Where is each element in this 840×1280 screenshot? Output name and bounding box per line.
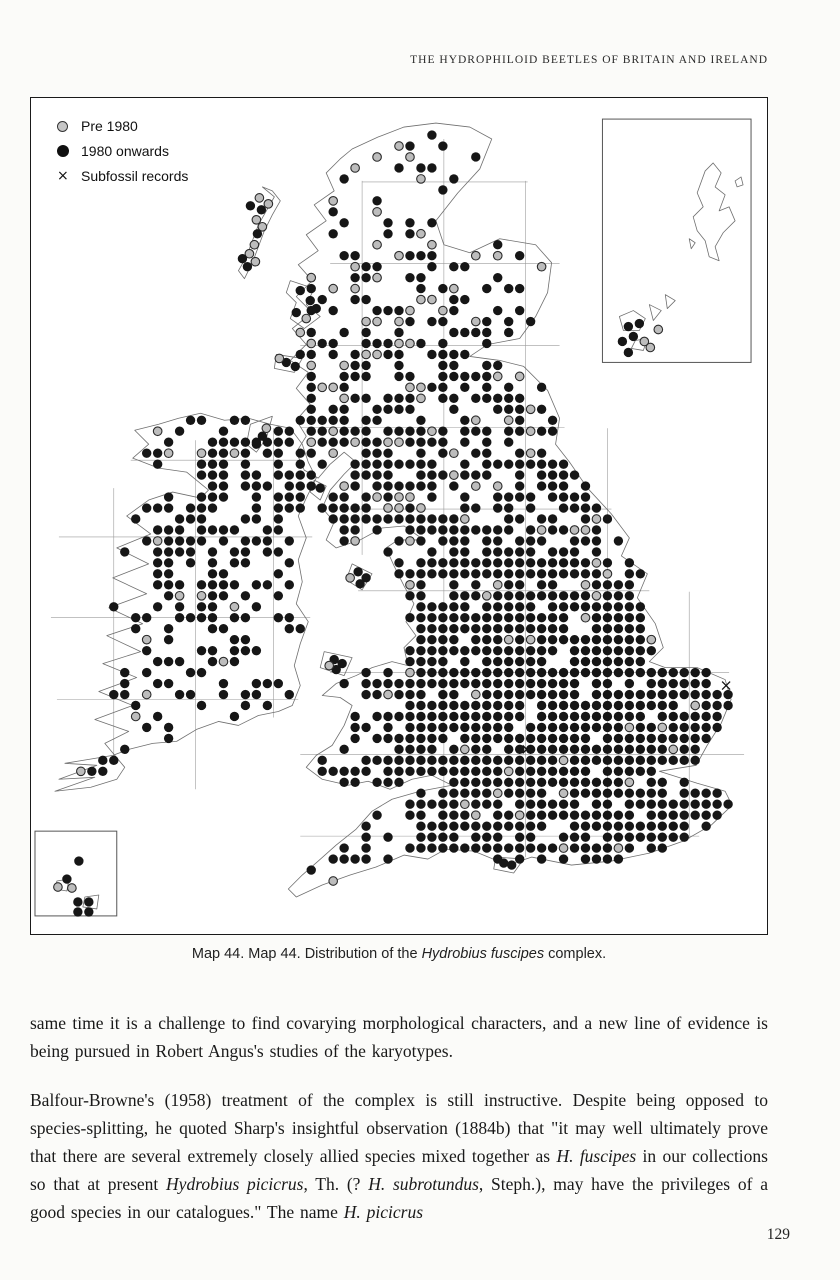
distribution-map <box>31 98 767 934</box>
map-figure-panel <box>30 97 768 935</box>
page-number: 129 <box>766 1226 790 1243</box>
legend-item-pre-1980 <box>57 118 188 134</box>
figure-caption: Map 44. Map 44. Distribution of the Hydrobius fuscipes complex. <box>191 946 607 962</box>
open-circle-icon <box>57 121 81 132</box>
legend-item-1980-onwards <box>57 143 188 159</box>
paragraph: same time it is a challenge to find covarying morphological characters, and a new line of evidence is being pursued in Robert Angus's studies of the karyotypes. <box>30 1013 768 1061</box>
filled-circle-icon <box>57 145 81 157</box>
legend-item-subfossil <box>57 168 188 184</box>
body-text <box>30 1009 768 1226</box>
running-header: THE HYDROPHILOID BEETLES OF BRITAIN AND IRELAND <box>410 54 768 66</box>
legend-label: Subfossil records <box>81 168 189 184</box>
coastline-ireland <box>55 413 316 791</box>
x-mark-icon: × <box>57 168 69 184</box>
map-legend <box>57 118 188 184</box>
legend-label: Pre 1980 <box>81 118 138 134</box>
paragraph: Balfour-Browne's (1958) treatment of the complex is still instructive. Despite being opposed to species-splitting, he quoted Sharp's insightful observation (1884b) that "it may well ultimately prove that there are several extremely closely allied species mixed together as H. fuscipes in our collections so that at present Hydrobius picicrus, Th. (? H. subrotundus, Steph.), may have the privileges of a good species in our catalogues." The name H. picicrus <box>30 1090 768 1222</box>
legend-label: 1980 onwards <box>81 143 169 159</box>
